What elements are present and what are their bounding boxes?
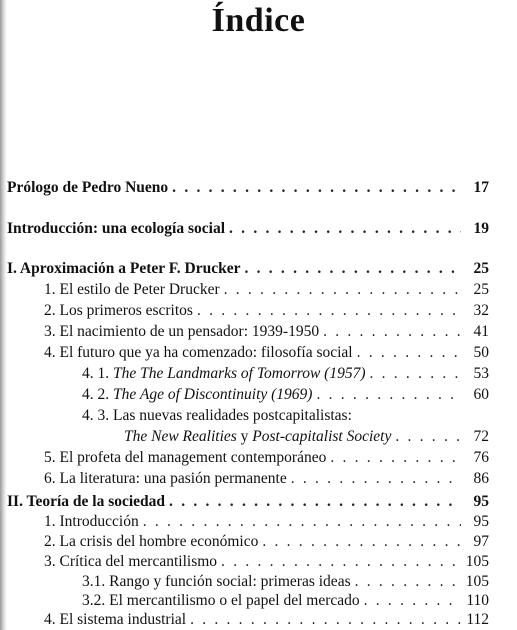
toc-entry-label: 3. Crítica del mercantilismo — [44, 553, 218, 570]
leader-dots — [395, 427, 461, 447]
toc-page-number: 95 — [473, 493, 489, 510]
toc-entry-1-5 — [44, 448, 489, 468]
leader-dots — [169, 492, 461, 512]
page-title: Índice — [211, 2, 306, 39]
toc-entry-prefix: 4. 2. — [82, 386, 113, 403]
toc-entry-1-4-3 — [124, 427, 489, 447]
toc-page-number: 105 — [465, 573, 489, 590]
toc-entry-label: 6. La literatura: una pasión permanente — [44, 470, 287, 487]
toc-entry-label — [82, 385, 312, 405]
book-title: The The Landmarks of Tomorrow (1957) — [113, 365, 366, 382]
leader-dots — [190, 610, 461, 630]
leader-dots — [291, 469, 461, 489]
toc-page-number: 95 — [473, 513, 489, 530]
page-edge-shadow — [0, 0, 7, 630]
toc-entry-label: 1. Introducción — [44, 513, 139, 530]
toc-page-number: 76 — [473, 449, 489, 466]
toc-page-number: 19 — [473, 220, 489, 237]
leader-dots — [369, 364, 461, 384]
toc-entry-1-1 — [44, 280, 489, 300]
toc-page-number: 60 — [473, 386, 489, 403]
toc-chapter-2 — [7, 492, 489, 512]
leader-dots — [197, 301, 461, 321]
toc-page-number: 105 — [465, 553, 489, 570]
toc-page-number: 25 — [473, 260, 489, 277]
leader-dots — [244, 259, 461, 279]
leader-dots — [224, 280, 461, 300]
toc-page-number: 41 — [473, 323, 489, 340]
book-title: The Age of Discontinuity (1969) — [113, 386, 313, 403]
toc-entry-1-4-2 — [82, 385, 489, 405]
toc-entry-2-3-1 — [82, 572, 489, 592]
toc-entry-1-4-1 — [82, 364, 489, 384]
toc-entry-label: 3.2. El mercantilismo o el papel del mercado — [82, 592, 360, 609]
toc-entry-label: II. Teoría de la sociedad — [7, 493, 166, 510]
leader-dots — [262, 532, 461, 552]
toc-entry-introduccion — [7, 219, 489, 239]
toc-entry-label: 4. El futuro que ya ha comenzado: filosofía social — [44, 344, 353, 361]
leader-dots — [364, 591, 461, 611]
toc-entry-label — [124, 427, 391, 447]
toc-entry-2-4 — [44, 610, 489, 630]
toc-entry-label: Introducción: una ecología social — [7, 220, 226, 237]
toc-entry-label: 5. El profeta del management contemporáneo — [44, 449, 327, 466]
toc-entry-1-3 — [44, 322, 489, 342]
toc-entry-label: 2. Los primeros escritos — [44, 302, 193, 319]
toc-entry-2-3-2 — [82, 591, 489, 611]
toc-chapter-1 — [7, 259, 489, 279]
toc-page-number: 32 — [473, 302, 489, 319]
leader-dots — [357, 343, 461, 363]
toc-page-number: 86 — [473, 470, 489, 487]
conjunction: y — [236, 428, 253, 445]
toc-page-number: 112 — [466, 611, 489, 628]
leader-dots — [355, 572, 461, 592]
toc-entry-label: 3. El nacimiento de un pensador: 1939-1950 — [44, 323, 320, 340]
toc-page-number: 50 — [473, 344, 489, 361]
toc-page-number: 17 — [473, 179, 489, 196]
leader-dots — [316, 385, 461, 405]
toc-entry-1-2 — [44, 301, 489, 321]
toc-entry-prologo — [7, 178, 489, 198]
leader-dots — [323, 322, 461, 342]
toc-page-number: 97 — [473, 533, 489, 550]
leader-dots — [221, 552, 461, 572]
toc-entry-label: 4. El sistema industrial — [44, 611, 187, 628]
toc-entry-label — [82, 364, 365, 384]
toc-entry-2-3 — [44, 552, 489, 572]
toc-entry-2-2 — [44, 532, 489, 552]
toc-entry-1-4 — [44, 343, 489, 363]
toc-entry-1-6 — [44, 469, 489, 489]
toc-entry-label: Prólogo de Pedro Nueno — [7, 179, 169, 196]
toc-page-number: 72 — [473, 428, 489, 445]
toc-entry-prefix: 4. 1. — [82, 365, 113, 382]
toc-entry-label: I. Aproximación a Peter F. Drucker — [7, 260, 241, 277]
toc-entry-label: 2. La crisis del hombre económico — [44, 533, 259, 550]
book-title: Post-capitalist Society — [252, 428, 392, 445]
toc-entry-label: 1. El estilo de Peter Drucker — [44, 281, 220, 298]
toc-page-number: 53 — [473, 365, 489, 382]
toc-entry-label: 3.1. Rango y función social: primeras ideas — [82, 573, 351, 590]
toc-entry-1-4-3-heading: 4. 3. Las nuevas realidades postcapitalistas: — [82, 407, 352, 424]
toc-page-number: 110 — [466, 592, 489, 609]
toc-entry-2-1 — [44, 512, 489, 532]
book-title: The New Realities — [124, 428, 237, 445]
toc-page-number: 25 — [473, 281, 489, 298]
leader-dots — [143, 512, 461, 532]
leader-dots — [330, 448, 461, 468]
leader-dots — [229, 219, 461, 239]
leader-dots — [172, 178, 461, 198]
